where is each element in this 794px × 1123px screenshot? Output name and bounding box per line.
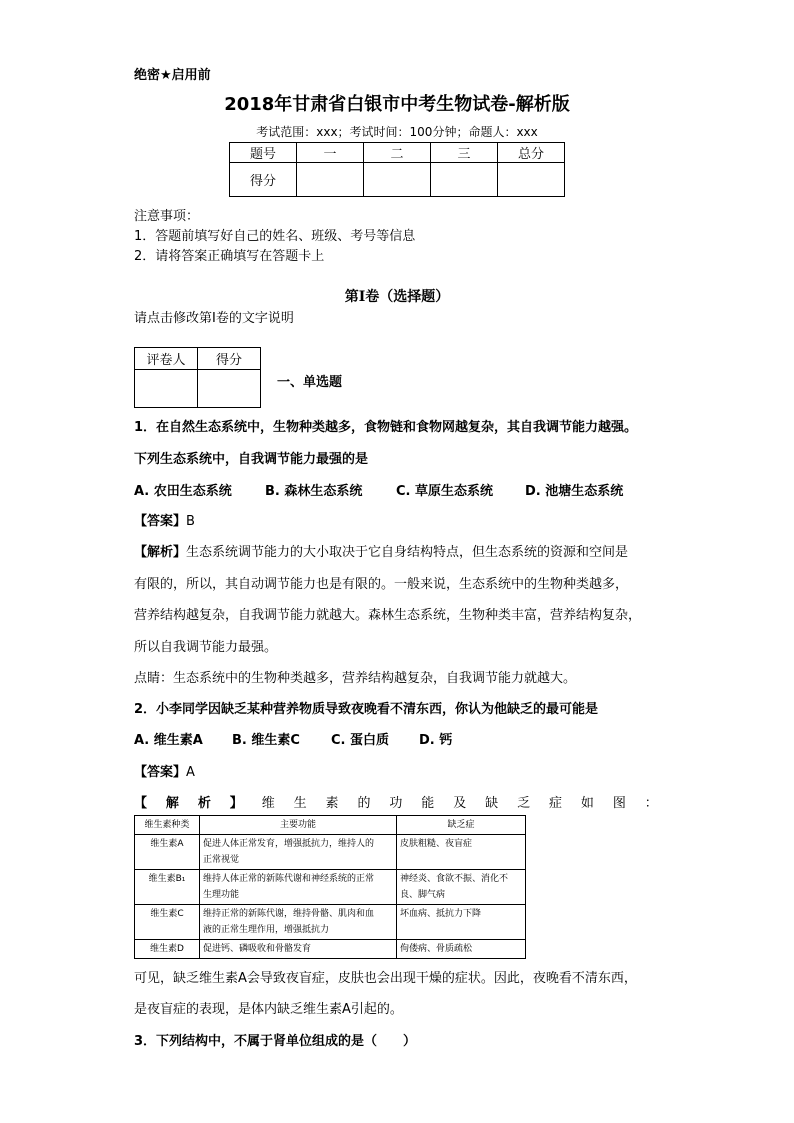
text-line: 促进钙、磷吸收和骨骼发育: [203, 944, 312, 954]
grader-cell: [135, 370, 198, 408]
analysis-char: 析: [197, 796, 211, 811]
option-c: C. 蛋白质: [331, 733, 390, 748]
score-header-cell: 题号: [230, 143, 297, 163]
text-line: 神经炎、食欲不振、消化不: [400, 874, 509, 884]
vitamin-deficiency: [397, 940, 526, 959]
question-1-options: [134, 480, 623, 499]
score-cell: [297, 163, 364, 197]
notice-item: 1．答题前填写好自己的姓名、班级、考号等信息: [134, 229, 416, 244]
vitamin-row: [135, 835, 526, 870]
analysis-1-line-4: 所以自我调节能力最强。: [134, 640, 278, 655]
option-a: A. 农田生态系统: [134, 484, 232, 499]
text-line: 促进人体正常发育，增强抵抗力，维持人的: [203, 839, 375, 849]
answer-1: [134, 510, 195, 529]
score-table: [229, 142, 565, 197]
analysis-char: 及: [453, 796, 467, 811]
answer-2: [134, 761, 195, 780]
text-line: 生理功能: [203, 890, 240, 900]
score-header-cell: 三: [431, 143, 498, 163]
question-2-line-1: 2．小李同学因缺乏某种营养物质导致夜晚看不清东西，你认为他缺乏的最可能是: [134, 702, 599, 717]
vitamin-table: [134, 815, 526, 959]
option-b: B. 森林生态系统: [265, 484, 363, 499]
vitamin-deficiency: [397, 835, 526, 870]
vitamin-function: [200, 905, 397, 940]
analysis-char: 缺: [485, 796, 499, 811]
score-row-label: 得分: [230, 163, 297, 197]
analysis-char: ：: [644, 796, 658, 811]
analysis-char: 解: [165, 796, 179, 811]
answer-value: B: [186, 514, 195, 529]
analysis-char: 能: [421, 796, 435, 811]
section-title: 一、单选题: [277, 375, 343, 390]
analysis-char: 的: [357, 796, 371, 811]
score-cell: [431, 163, 498, 197]
vitamin-function: [200, 835, 397, 870]
analysis-char: 如: [580, 796, 594, 811]
analysis-2-heading: [134, 792, 658, 811]
vitamin-header: 主要功能: [200, 816, 397, 835]
option-a: A. 维生素A: [134, 733, 203, 748]
vitamin-name: 维生素A: [135, 835, 200, 870]
vitamin-deficiency: [397, 870, 526, 905]
score-header-cell: 总分: [498, 143, 565, 163]
question-3-line-1: 3．下列结构中，不属于肾单位组成的是（ ）: [134, 1034, 417, 1049]
vitamin-header: 缺乏症: [397, 816, 526, 835]
vitamin-name: 维生素D: [135, 940, 200, 959]
score-header-cell: 二: [364, 143, 431, 163]
vitamin-row: [135, 905, 526, 940]
text-line: 正常视觉: [203, 855, 240, 865]
text-line: 维持正常的新陈代谢，维持骨骼、肌肉和血: [203, 909, 375, 919]
text-line: 维持人体正常的新陈代谢和神经系统的正常: [203, 874, 375, 884]
analysis-char: 图: [612, 796, 626, 811]
score-cell: [364, 163, 431, 197]
analysis-char: 维: [261, 796, 275, 811]
volume-note: 请点击修改第I卷的文字说明: [134, 311, 294, 326]
text-line: 坏血病、抵抗力下降: [400, 909, 482, 919]
analysis-char: 】: [229, 796, 243, 811]
analysis-char: 症: [548, 796, 562, 811]
vitamin-function: [200, 940, 397, 959]
analysis-label: 【解析】: [134, 545, 187, 560]
answer-label: 【答案】: [134, 514, 187, 529]
grader-cell: [198, 370, 261, 408]
analysis-1-line-2: 有限的，所以，其自动调节能力也是有限的。一般来说，生态系统中的生物种类越多，: [134, 577, 629, 592]
analysis-char: 素: [325, 796, 339, 811]
conclusion-line-1: 可见，缺乏维生素A会导致夜盲症，皮肤也会出现干燥的症状。因此，夜晚看不清东西，: [134, 971, 637, 986]
option-d: D. 池塘生态系统: [525, 484, 624, 499]
analysis-1-line-1: [134, 541, 628, 560]
grader-header: 得分: [198, 348, 261, 370]
conclusion-line-2: 是夜盲症的表现，是体内缺乏维生素A引起的。: [134, 1002, 403, 1017]
text-line: 皮肤粗糙、夜盲症: [400, 839, 473, 849]
exam-title: 2018年甘肃省白银市中考生物试卷-解析版: [224, 94, 570, 115]
option-d: D. 钙: [419, 733, 453, 748]
vitamin-function: [200, 870, 397, 905]
option-b: B. 维生素C: [232, 733, 300, 748]
vitamin-deficiency: [397, 905, 526, 940]
score-cell: [498, 163, 565, 197]
analysis-1-line-3: 营养结构越复杂，自我调节能力就越大。森林生态系统，生物种类丰富，营养结构复杂，: [134, 608, 642, 623]
notice-item: 2．请将答案正确填写在答题卡上: [134, 249, 325, 264]
grader-table: [134, 347, 261, 408]
analysis-char: 生: [293, 796, 307, 811]
vitamin-name: 维生素B₁: [135, 870, 200, 905]
analysis-char: 【: [134, 796, 148, 811]
text-line: 良、脚气病: [400, 890, 446, 900]
question-2-options: [134, 729, 452, 748]
exam-meta: 考试范围：xxx；考试时间：100分钟；命题人：xxx: [256, 125, 538, 139]
question-1-line-1: 1．在自然生态系统中，生物种类越多，食物链和食物网越复杂，其自我调节能力越强。: [134, 420, 638, 435]
notice-title: 注意事项：: [134, 209, 200, 224]
text-line: 液的正常生理作用，增强抵抗力: [203, 925, 330, 935]
answer-value: A: [186, 765, 195, 780]
tip-1: 点睛：生态系统中的生物种类越多，营养结构越复杂，自我调节能力就越大。: [134, 671, 577, 686]
vitamin-row: [135, 870, 526, 905]
analysis-text: 生态系统调节能力的大小取决于它自身结构特点，但生态系统的资源和空间是: [186, 545, 629, 560]
vitamin-header: 维生素种类: [135, 816, 200, 835]
analysis-char: 乏: [517, 796, 531, 811]
grader-header: 评卷人: [135, 348, 198, 370]
text-line: 佝偻病、骨质疏松: [400, 944, 473, 954]
volume-title: 第I卷（选择题）: [344, 289, 450, 305]
option-c: C. 草原生态系统: [396, 484, 494, 499]
question-1-line-2: 下列生态系统中，自我调节能力最强的是: [134, 452, 369, 467]
confidential-mark: 绝密★启用前: [134, 68, 211, 83]
analysis-char: 功: [389, 796, 403, 811]
vitamin-name: 维生素C: [135, 905, 200, 940]
vitamin-row: [135, 940, 526, 959]
answer-label: 【答案】: [134, 765, 187, 780]
score-header-cell: 一: [297, 143, 364, 163]
